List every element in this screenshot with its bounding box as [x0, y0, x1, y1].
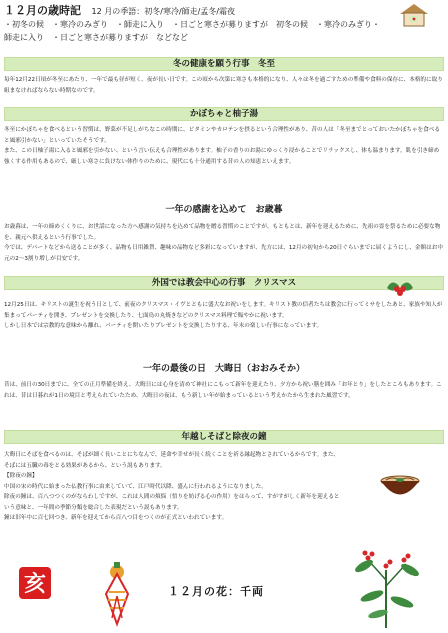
soba-bowl-icon: [378, 470, 422, 504]
senryo-plant-icon: [350, 540, 422, 630]
section-title-kabocha: かぼちゃと柚子湯: [4, 107, 444, 121]
section-body-soba: 大晦日にそばを食べるのは、そばが細く長いことにちなんで、延命や幸せが長く続くことを祈る縁起物とされているからです。また、そばには五臓の毒をとる効果があるから、という説もあります。 【除夜の鐘】 中国の宋の時代に始まった仏教行事に由来していて、江戸時代以降、盛んに行われるようになりました。 除夜の鐘は、百八つつくのがならわしですが、これは人間の煩悩（悟りを妨げる心の作用）をはらって、すがすがしく新年を迎えるという意味と、一年間の季節分類を総合した表現だという説もあります。 鐘は旧年中に百七回つき、新年を迎えてから百八つ目をつくのが正式といわれています。: [4, 452, 340, 521]
greeting-row-1: ・初冬の候 ・寒冷のみぎり ・師走に入り ・日ごと寒さが募りますが 初冬の候 ・寒冷のみぎり・: [4, 20, 380, 29]
season-words: 12 月の季語：初冬/寒冷/師走/孟冬/霜夜: [91, 7, 236, 16]
section-body-touji: 毎年12月22日頃が冬至にあたり、一年で最も昼が短く、夜が長い日です。この頃から次第に寒さも本格的になり、人々は冬を過ごすための準備や食料の保存に、本格的に取り組まなければならない時期なのです。: [4, 77, 443, 94]
kadomatsu-icon: [98, 562, 136, 628]
zodiac-char: 亥: [23, 572, 47, 597]
page-title: １２月の歳時記: [4, 4, 81, 17]
house-ornament-icon: [398, 2, 430, 28]
holly-icon: [384, 274, 416, 300]
section-title-soba: 年越しそばと除夜の鐘: [4, 430, 444, 444]
section-body-oseibo: お歳暮は、一年の締めくくりに、お世話になった方へ感謝の気持ちを込めて品物を贈る習慣のことですが、もともとは、新年を迎えるために、先祖の霊を祭るために必要な物を、親元へ供えるという行事でした。 今では、デパートなどから送ることが多く、品物も日用雑貨、趣味の品物など多彩になっていますが、先方には、12月の初旬から20日ぐらいまでに届くようにし、金額はお中元の2〜3割り増しが目安です。: [4, 224, 443, 262]
section-body-christmas: 12月25日は、キリストの誕生を祝う日として、前夜のクリスマス・イヴとともに盛大なお祝いをします。キリスト教の信者たちは教会に行ってミサをしたあと、家族や知人が集まってパーティを開き、プレゼントを交換したり、七面鳥の丸焼きなどのクリスマス料理で賑やかに祝います。 しかし日本では宗教的な意味から離れ、パーティを開いたりプレゼントを交換したりする、年末の楽しい行事になっています。: [4, 302, 443, 329]
section-title-oomisoka: 一年の最後の日 大晦日（おおみそか）: [142, 364, 305, 374]
flower-label: １２月の花：千両: [168, 585, 264, 598]
section-body-oomisoka: 昔は、前日の30日までに、全ての正月準備を終え、大晦日には心身を清めて神社にこもって新年を迎えたり、夕方から祝い膳を囲み「お年とり」をしたところもあります。これは、昔は日暮れが1日の境目と考えられていたため、大晦日の夜は、もう新しい年が始まっているという考えかたから生まれた風習です。: [4, 382, 442, 399]
header: [4, 4, 444, 44]
section-title-christmas: 外国では教会中心の行事 クリスマス: [4, 276, 444, 290]
section-body-kabocha: 冬至にかぼちゃを食べるという習慣は、野菜が不足しがちなこの時期に、ビタミンやカロテンを摂るという合理性があり、昔の人は「冬至までとっておいたかぼちゃを食べると風邪引かない」といっていたそうです。 また、この日柚子湯に入ると風邪を引かない、という言い伝えも合理性があります。柚子の香りのお湯にゆっくり浸かることでリラックスし、体も温まります。肌を引き締め強くする作用もあるので、厳しい寒さに負けない体作りのために、現代にも十分通用する昔の人の知恵といえます。: [4, 127, 440, 165]
greeting-row-2: 師走に入り ・日ごと寒さが募りますが などなど: [4, 33, 188, 42]
section-title-touji: 冬の健康を願う行事 冬至: [4, 57, 444, 71]
zodiac-stamp-icon: [18, 566, 52, 600]
section-title-oseibo: 一年の感謝を込めて お歳暮: [165, 205, 283, 215]
